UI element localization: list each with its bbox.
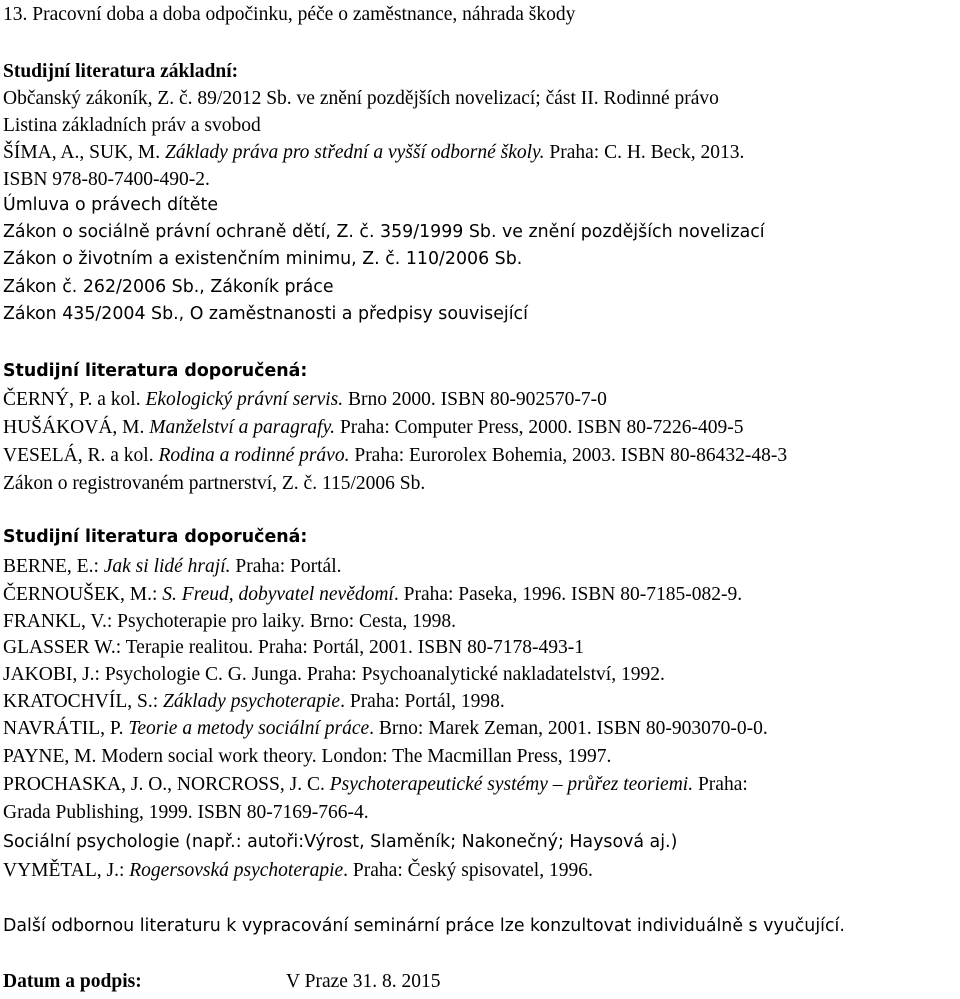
basic-item xyxy=(3,197,218,214)
citation-text: ČERNOUŠEK, M.: xyxy=(3,584,163,605)
basic-item xyxy=(3,251,522,268)
recommended-item xyxy=(3,390,607,410)
recommended-item xyxy=(3,446,787,466)
title-text: Rogersovská psychoterapie xyxy=(129,860,344,881)
recommended-item xyxy=(3,557,342,577)
citation-text: Praha: Portál. xyxy=(230,556,342,577)
basic-item xyxy=(3,143,744,163)
title-text: Teorie a metody sociální práce xyxy=(128,718,370,739)
citation-text: Praha: xyxy=(693,774,748,795)
citation-text: Praha: Computer Press, 2000. ISBN 80-7226-409-5 xyxy=(335,417,744,438)
citation-text: Zákon o sociálně právní ochraně dětí, Z. č. 359/1999 Sb. ve znění pozdějších novelizací xyxy=(3,222,765,242)
title-text: Základy psychoterapie xyxy=(163,691,341,712)
citation-text: Sociální psychologie (např.: autoři:Výrost, Slaměník; Nakonečný; Haysová aj.) xyxy=(3,832,678,852)
recommended-literature-title: Studijní literatura doporučená: xyxy=(3,527,308,547)
citation-text: KRATOCHVÍL, S.: xyxy=(3,691,163,712)
basic-item xyxy=(3,306,528,323)
citation-text: Zákon 435/2004 Sb., O zaměstnanosti a předpisy související xyxy=(3,304,528,324)
recommended-item xyxy=(3,692,505,712)
basic-item xyxy=(3,224,765,241)
basic-item xyxy=(3,170,210,190)
citation-text: JAKOBI, J.: Psychologie C. G. Junga. Praha: Psychoanalytické nakladatelství, 1992. xyxy=(3,664,665,685)
title-text: Jak si lidé hrají. xyxy=(103,556,231,577)
title-text: Rodina a rodinné právo. xyxy=(158,445,350,466)
signature-line xyxy=(3,972,603,992)
citation-text: Brno 2000. ISBN 80-902570-7-0 xyxy=(343,389,607,410)
citation-text: ISBN 978-80-7400-490-2. xyxy=(3,169,210,190)
title-text: Ekologický právní servis. xyxy=(145,389,344,410)
citation-text: HUŠÁKOVÁ, M. xyxy=(3,417,150,438)
title-text: S. Freud, dobyvatel nevědomí xyxy=(162,584,394,605)
recommended-item xyxy=(3,474,425,494)
citation-text: Listina základních práv a svobod xyxy=(3,115,261,136)
basic-item xyxy=(3,279,334,296)
signature-date: V Praze 31. 8. 2015 xyxy=(286,971,441,992)
basic-item xyxy=(3,89,719,109)
citation-text: Praha: Eurorolex Bohemia, 2003. ISBN 80-86432-48-3 xyxy=(349,445,788,466)
citation-text: Úmluva o právech dítěte xyxy=(3,195,219,215)
citation-text: PAYNE, M. Modern social work theory. London: The Macmillan Press, 1997. xyxy=(3,746,612,767)
recommended-literature-title: Studijní literatura doporučená: xyxy=(3,361,308,381)
citation-text: Zákon č. 262/2006 Sb., Zákoník práce xyxy=(3,277,334,297)
citation-text: FRANKL, V.: Psychoterapie pro laiky. Brno: Cesta, 1998. xyxy=(3,611,456,632)
citation-text: NAVRÁTIL, P. xyxy=(3,718,129,739)
title-text: Manželství a paragrafy. xyxy=(149,417,336,438)
recommended-item xyxy=(3,612,456,632)
citation-text: ČERNÝ, P. a kol. xyxy=(3,389,146,410)
citation-text: . Brno: Marek Zeman, 2001. ISBN 80-903070-0-0. xyxy=(369,718,768,739)
citation-text: . Praha: Portál, 1998. xyxy=(340,691,505,712)
citation-text: PROCHASKA, J. O., NORCROSS, J. C. xyxy=(3,774,330,795)
title-text: Základy práva pro střední a vyšší odborné školy. xyxy=(165,142,545,163)
consultation-note: Další odbornou literaturu k vypracování seminární práce lze konzultovat individuálně s vyučující. xyxy=(3,916,845,936)
recommended-item xyxy=(3,803,369,823)
recommended-item xyxy=(3,747,611,767)
recommended-item xyxy=(3,418,743,438)
citation-text: GLASSER W.: Terapie realitou. Praha: Portál, 2001. ISBN 80-7178-493-1 xyxy=(3,637,585,658)
recommended-item xyxy=(3,775,748,795)
citation-text: VYMĚTAL, J.: xyxy=(3,860,130,881)
citation-text: . Praha: Český spisovatel, 1996. xyxy=(343,860,593,881)
recommended-item xyxy=(3,861,593,881)
recommended-item xyxy=(3,638,584,658)
recommended-item xyxy=(3,585,742,605)
signature-label: Datum a podpis: xyxy=(3,971,142,992)
basic-item xyxy=(3,116,261,136)
recommended-item xyxy=(3,665,665,685)
section-heading: 13. Pracovní doba a doba odpočinku, péče o zaměstnance, náhrada škody xyxy=(3,4,576,25)
citation-text: ŠÍMA, A., SUK, M. xyxy=(3,142,165,163)
citation-text: . Praha: Paseka, 1996. ISBN 80-7185-082-9. xyxy=(393,584,743,605)
recommended-item xyxy=(3,719,768,739)
title-text: Psychoterapeutické systémy – průřez teoriemi. xyxy=(329,774,694,795)
citation-text: Občanský zákoník, Z. č. 89/2012 Sb. ve znění pozdějších novelizací; část II. Rodinné právo xyxy=(3,88,719,109)
citation-text: Zákon o životním a existenčním minimu, Z. č. 110/2006 Sb. xyxy=(3,249,523,269)
citation-text: Praha: C. H. Beck, 2013. xyxy=(544,142,745,163)
basic-literature-title: Studijní literatura základní: xyxy=(3,61,239,82)
citation-text: BERNE, E.: xyxy=(3,556,104,577)
citation-text: VESELÁ, R. a kol. xyxy=(3,445,159,466)
citation-text: Grada Publishing, 1999. ISBN 80-7169-766-4. xyxy=(3,802,369,823)
citation-text: Zákon o registrovaném partnerství, Z. č. 115/2006 Sb. xyxy=(3,473,426,494)
recommended-item xyxy=(3,834,677,851)
